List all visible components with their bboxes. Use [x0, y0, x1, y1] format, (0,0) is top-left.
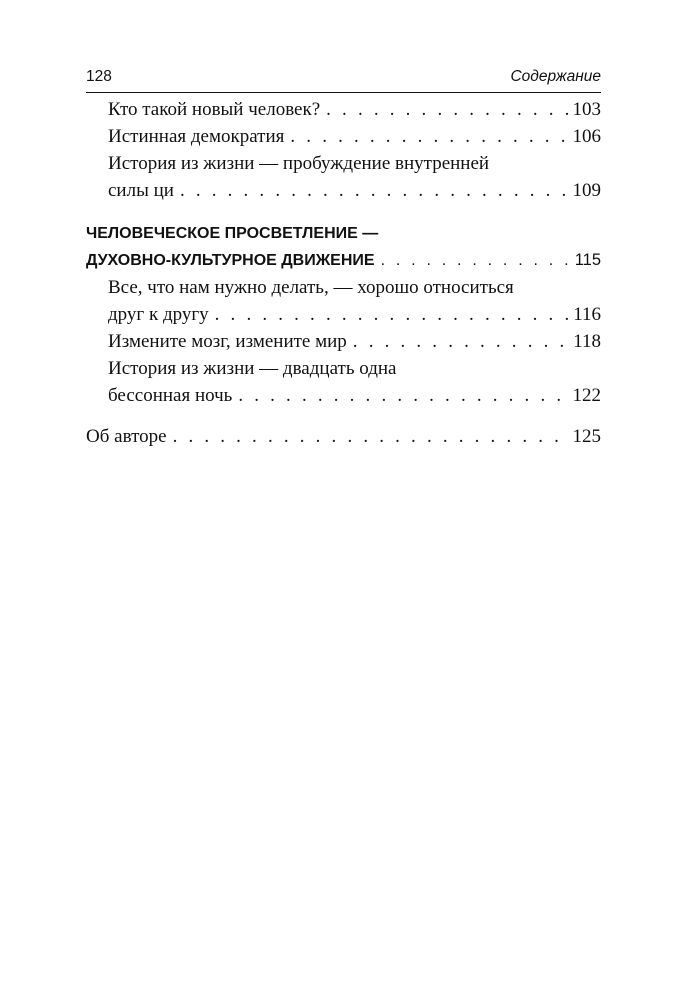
toc-entry-title-line1: Все, что нам нужно делать, — хорошо относиться: [108, 277, 514, 298]
toc-entry-new-human: [86, 96, 601, 123]
dot-leader: [180, 177, 569, 204]
toc-section-title-line2: ДУХОВНО-КУЛЬТУРНОЕ ДВИЖЕНИЕ: [86, 252, 375, 269]
toc-entry-title-line1: История из жизни — двадцать одна: [108, 358, 397, 379]
toc-entry-about-author: [86, 423, 601, 450]
toc-entry-title: Об авторе: [86, 426, 167, 447]
toc-page-ref: 109: [572, 180, 601, 201]
toc-section-title-line1: ЧЕЛОВЕЧЕСКОЕ ПРОСВЕТЛЕНИЕ —: [86, 225, 379, 242]
toc-entry-title: Истинная демократия: [108, 126, 285, 147]
toc-entry-title-line2: силы ци: [108, 180, 174, 201]
dot-leader: [238, 382, 568, 409]
toc-entry-sleepless-night: [86, 355, 601, 409]
running-title: Содержание: [510, 68, 601, 85]
table-of-contents: [86, 96, 601, 450]
page-header: [86, 66, 601, 93]
toc-entry-title: Кто такой новый человек?: [108, 99, 321, 120]
toc-page-ref: 106: [572, 126, 601, 147]
toc-entry-change-brain: [86, 328, 601, 355]
toc-entry-title-line2: друг к другу: [108, 304, 209, 325]
toc-entry-treat-each-other: [86, 274, 601, 328]
dot-leader: [326, 96, 568, 123]
toc-page-ref: 116: [573, 304, 601, 325]
dot-leader: [215, 301, 570, 328]
toc-entry-title-line2: бессонная ночь: [108, 385, 233, 406]
toc-page-ref: 125: [572, 426, 601, 447]
page-number: 128: [86, 68, 112, 85]
toc-entry-title: Измените мозг, измените мир: [108, 331, 347, 352]
toc-page-ref: 103: [572, 99, 601, 120]
toc-section-enlightenment: [86, 220, 601, 274]
spacer: [86, 409, 601, 423]
toc-entry-title-line1: История из жизни — пробуждение внутренней: [108, 153, 490, 174]
dot-leader: [290, 123, 568, 150]
toc-entry-true-democracy: [86, 123, 601, 150]
toc-page-ref: 118: [573, 331, 601, 352]
toc-page-ref: 122: [572, 385, 601, 406]
dot-leader: [381, 247, 571, 274]
dot-leader: [353, 328, 569, 355]
toc-entry-qi-awakening: [86, 150, 601, 204]
dot-leader: [173, 423, 569, 450]
toc-page-ref: 115: [574, 251, 601, 269]
